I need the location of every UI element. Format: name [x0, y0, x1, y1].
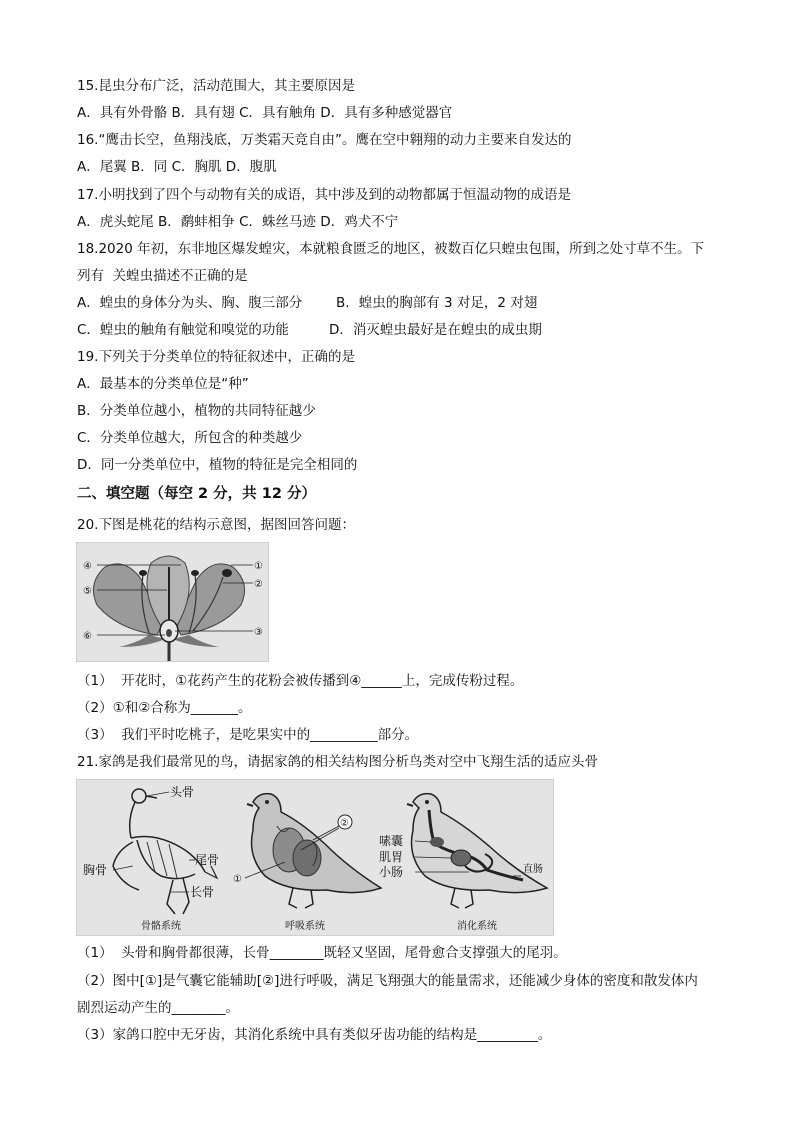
flower-label-3: ③	[254, 627, 263, 638]
digestive-label-gizzard: 肌胃	[379, 850, 404, 864]
section2-heading: 二、填空题（每空 2 分，共 12 分）	[77, 486, 316, 502]
digestive-drawing	[379, 794, 547, 932]
q15-stem: 15.昆虫分布广泛，活动范围大，其主要原因是	[77, 78, 355, 94]
q21-stem: 21.家鸽是我们最常见的鸟，请据家鸽的相关结构图分析鸟类对空中飞翔生活的适应头骨	[77, 754, 598, 770]
respiratory-label-2: ②	[340, 818, 349, 829]
q18-option-b: B．蝗虫的胸部有 3 对足，2 对翅	[336, 295, 538, 311]
q16-options: A．尾翼 B．同 C．胸肌 D．腹肌	[77, 159, 277, 175]
q20-sub2: （2）①和②合称为_______。	[77, 700, 252, 716]
skeleton-label-long: 长骨	[190, 885, 215, 899]
digestive-label-rectum: 直肠	[523, 864, 543, 875]
respiratory-label-1: ①	[233, 874, 242, 885]
q20-sub3: （3） 我们平时吃桃子，是吃果实中的__________部分。	[77, 727, 419, 743]
q19-option-a: A．最基本的分类单位是“种”	[77, 376, 249, 392]
q18-stem-line1: 18.2020 年初，东非地区爆发蝗灾，本就粮食匮乏的地区，被数百亿只蝗虫包围，所到之处寸草不生。下	[77, 241, 705, 257]
flower-label-1: ①	[254, 561, 263, 572]
q18-option-d: D．消灭蝗虫最好是在蝗虫的成虫期	[329, 322, 542, 338]
peach-flower-diagram	[77, 543, 268, 661]
pigeon-systems-figure	[76, 779, 554, 936]
q17-stem: 17.小明找到了四个与动物有关的成语，其中涉及到的动物都属于恒温动物的成语是	[77, 187, 571, 203]
skeleton-caption: 骨骼系统	[141, 921, 181, 932]
flower-label-2: ②	[254, 579, 263, 590]
skeleton-label-tail: 尾骨	[195, 853, 220, 867]
q16-stem: 16.“鹰击长空，鱼翔浅底，万类霜天竞自由”。鹰在空中翱翔的动力主要来自发达的	[77, 132, 572, 148]
pigeon-systems-diagram	[77, 780, 553, 935]
flower-label-6: ⑥	[83, 631, 92, 642]
q18-option-c: C．蝗虫的触角有触觉和嗅觉的功能	[77, 322, 289, 338]
q21-sub2-line1: （2）图中[①]是气囊它能辅助[②]进行呼吸，满足飞翔强大的能量需求，还能减少身体的密度和散发体内	[77, 973, 698, 989]
q19-stem: 19.下列关于分类单位的特征叙述中，正确的是	[77, 349, 355, 365]
q19-option-b: B．分类单位越小，植物的共同特征越少	[77, 403, 316, 419]
q18-option-a: A．蝗虫的身体分为头、胸、腹三部分	[77, 295, 303, 311]
respiratory-drawing	[233, 794, 381, 932]
skeleton-label-head: 头骨	[170, 785, 195, 799]
q21-sub3: （3）家鸽口腔中无牙齿，其消化系统中具有类似牙齿功能的结构是_________。	[77, 1027, 552, 1043]
q21-sub1: （1） 头骨和胸骨都很薄，长骨________既轻又坚固，尾骨愈合支撑强大的尾羽。	[77, 945, 567, 961]
peach-flower-figure	[76, 542, 269, 662]
flower-label-5: ⑤	[83, 586, 92, 597]
skeleton-drawing	[83, 784, 219, 932]
q19-option-c: C．分类单位越大，所包含的种类越少	[77, 430, 303, 446]
flower-label-4: ④	[83, 561, 92, 572]
digestive-caption: 消化系统	[457, 921, 497, 932]
q19-option-d: D．同一分类单位中，植物的特征是完全相同的	[77, 457, 358, 473]
q18-stem-line2: 列有 关蝗虫描述不正确的是	[77, 268, 248, 284]
q20-stem: 20.下图是桃花的结构示意图，据图回答问题：	[77, 517, 355, 533]
q20-sub1: （1） 开花时，①花药产生的花粉会被传播到④______上，完成传粉过程。	[77, 673, 524, 689]
digestive-label-crop: 嗉囊	[379, 834, 404, 848]
digestive-label-intestine: 小肠	[379, 865, 404, 879]
q15-options: A．具有外骨骼 B．具有翅 C．具有触角 D．具有多种感觉器官	[77, 105, 453, 121]
q17-options: A．虎头蛇尾 B．鹬蚌相争 C．蛛丝马迹 D．鸡犬不宁	[77, 214, 399, 230]
respiratory-caption: 呼吸系统	[285, 921, 325, 932]
q21-sub2-line2: 剧烈运动产生的________。	[77, 1000, 239, 1016]
skeleton-label-chest: 胸骨	[83, 863, 108, 877]
